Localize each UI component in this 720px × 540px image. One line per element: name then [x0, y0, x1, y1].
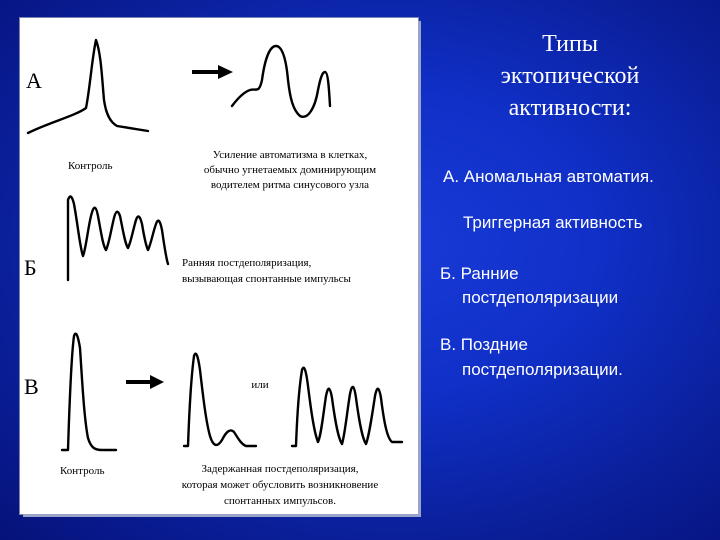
panel-a-letter: А: [26, 68, 42, 93]
panel-a-control-label: Контроль: [68, 160, 113, 172]
panel-b-caption-line-2: вызывающая спонтанные импульсы: [182, 273, 351, 285]
panel-a-control-trace: [28, 40, 148, 133]
panel-c-caption-line-2: которая может обусловить возникновение: [181, 479, 379, 491]
panel-c-control-trace: [62, 334, 116, 450]
slide-title-line-2: эктопической: [500, 63, 640, 89]
figure-panel: [20, 18, 418, 514]
item-delayed-text: постдеполяризации.: [462, 360, 623, 379]
slide-title-line-3: активности:: [508, 95, 632, 121]
panel-c-letter: В: [24, 374, 39, 399]
panel-b-letter: Б: [24, 255, 37, 280]
panel-a-arrowhead: [218, 65, 233, 79]
panel-b-caption-line-1: Ранняя постдеполяризация,: [182, 257, 312, 269]
panel-c-dad-single-trace: [184, 354, 256, 446]
item-delayed-label: В. Поздние: [440, 335, 528, 354]
item-abnormal-automaticity: А. Аномальная автоматия.: [443, 167, 654, 186]
triggered-activity-heading: Триггерная активность: [463, 213, 643, 232]
item-early-text: постдеполяризации: [462, 288, 619, 307]
panel-c-control-label: Контроль: [60, 465, 105, 477]
panel-c-dad-triggered-trace: [292, 368, 402, 446]
panel-a-enhanced-trace: [232, 46, 330, 117]
panel-c-arrowhead: [150, 375, 164, 389]
panel-b-ead-trace: [68, 197, 168, 280]
panel-c-or-label: или: [251, 379, 269, 391]
item-early-label: Б. Ранние: [440, 264, 519, 283]
slide-title: [470, 28, 670, 124]
panel-c-caption-line-3: спонтанных импульсов.: [224, 495, 336, 507]
slide-title-line-1: Типы: [542, 31, 598, 57]
action-potential-figure: [20, 18, 418, 514]
panel-a-caption-line-3: водителем ритма синусового узла: [210, 179, 370, 191]
panel-c-caption-line-1: Задержанная постдеполяризация,: [201, 463, 359, 475]
panel-a-caption-line-1: Усиление автоматизма в клетках,: [212, 149, 368, 161]
panel-a-caption-line-2: обычно угнетаемых доминирующим: [203, 164, 377, 176]
